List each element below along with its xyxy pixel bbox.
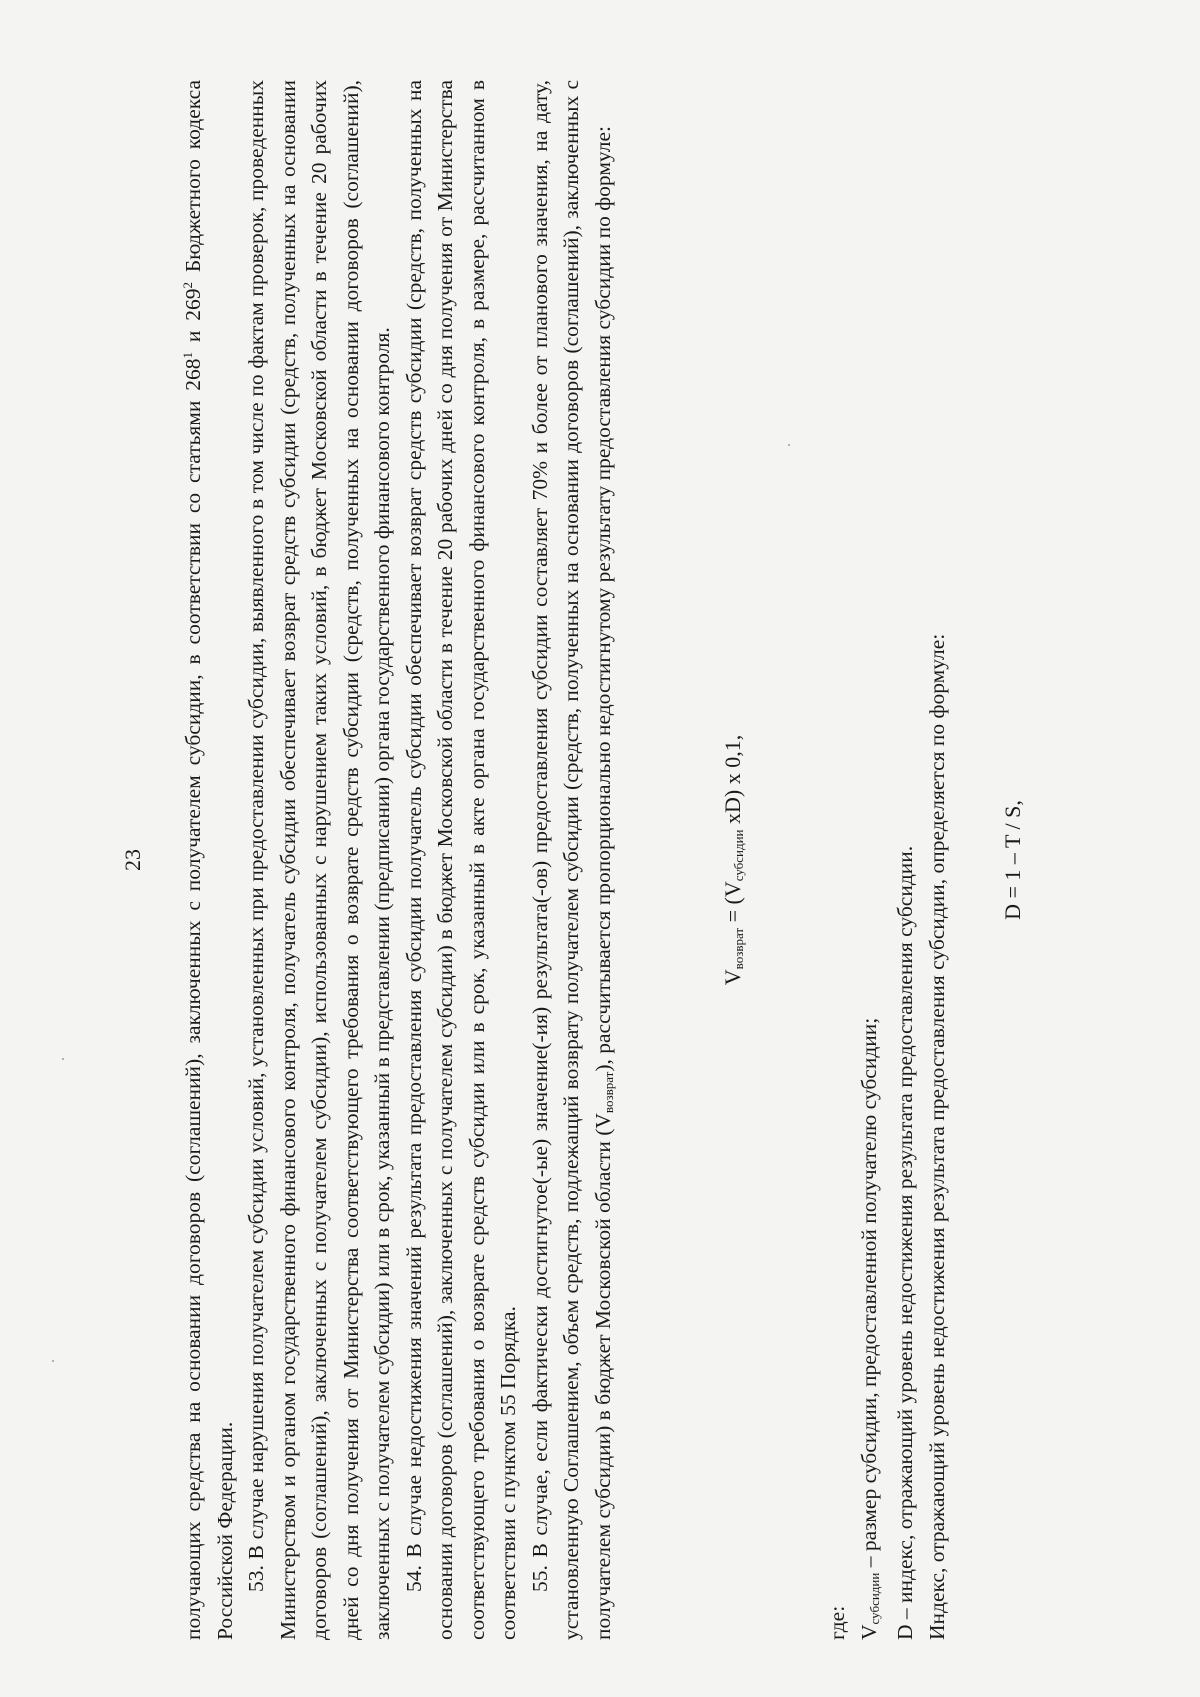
superscript: 2 bbox=[180, 282, 195, 289]
definitions-where: где: bbox=[825, 1605, 849, 1640]
page-number: 23 bbox=[120, 849, 145, 871]
paragraph-54: 54. В случае недостижения значений результата предоставления субсидии получатель субсидии обеспечивает возврат средств субсидии (средств, полученных на основании договоров (соглашений), заключенных с получателем субсидии) в бюджет Московской области в течение 20 рабочих дней со дня получения от Министерства соответствующего требования о возврате средств субсидии или в срок, указанный в акте органа государственного финансового контроля, в размере, рассчитанном в соответствии с пунктом 55 Порядка. bbox=[401, 80, 520, 1640]
scan-speck bbox=[62, 1058, 64, 1060]
definition-v: $V_{субсидии}$ – размер субсидии, предоставленной получателю субсидии; bbox=[856, 1017, 882, 1640]
subscript: возврат bbox=[600, 1071, 616, 1114]
definition-index: Индекс, отражающий уровень недостижения результата предоставления субсидии, определяется по формуле: bbox=[924, 633, 949, 1640]
formula-index: D = 1 – T / S, bbox=[1000, 800, 1025, 920]
scan-speck bbox=[788, 444, 790, 446]
rotated-page-content bbox=[120, 80, 1130, 1640]
superscript: 1 bbox=[180, 351, 195, 359]
body-text bbox=[172, 80, 624, 1640]
paragraph-55: 55. В случае, если фактически достигнутое(-ые) значение(-ия) результата(-ов) предоставления субсидии составляет 70% и более от планового значения, на дату, установленную Соглашением, объем средств, подлежащий возврату получателем субсидии (средств, полученных на основании договоров (соглашений), заключенных с получателем субсидии) в бюджет Московской области $(V_{возврат})$, рассчитывается пропорционально недостигнутому результату предоставления субсидии по формуле: bbox=[527, 80, 616, 1640]
scan-speck bbox=[52, 1360, 54, 1362]
paragraph-intro: получающих средства на основании договоров (соглашений), заключенных с получателем субсидии, в соответствии со статьями $268^1$ и $269^2$ Бюджетного кодекса Российской Федерации. bbox=[180, 80, 237, 1640]
definition-d: D – индекс, отражающий уровень недостижения результата предоставления субсидии. bbox=[893, 845, 917, 1640]
definitions bbox=[822, 80, 953, 1640]
paragraph-53: 53. В случае нарушения получателем субсидии условий, установленных при предоставлении субсидии, выявленного в том числе по фактам проверок, проведенных Министерством и органом государственного финансового контроля, получатель субсидии обеспечивает возврат средств субсидии (средств, полученных на основании договоров (соглашений), заключенных с получателем субсидии), использованных с нарушением таких условий, в бюджет Московской области в течение 20 рабочих дней со дня получения от Министерства соответствующего требования о возврате средств субсидии (средств, полученных на основании договоров (соглашений), заключенных с получателем субсидии) или в срок, указанный в представлении (предписании) органа государственного финансового контроля. bbox=[244, 80, 394, 1640]
formula-return-amount: $V_{возврат} = (V_{субсидии}$ xD) x 0,1, bbox=[720, 734, 746, 986]
